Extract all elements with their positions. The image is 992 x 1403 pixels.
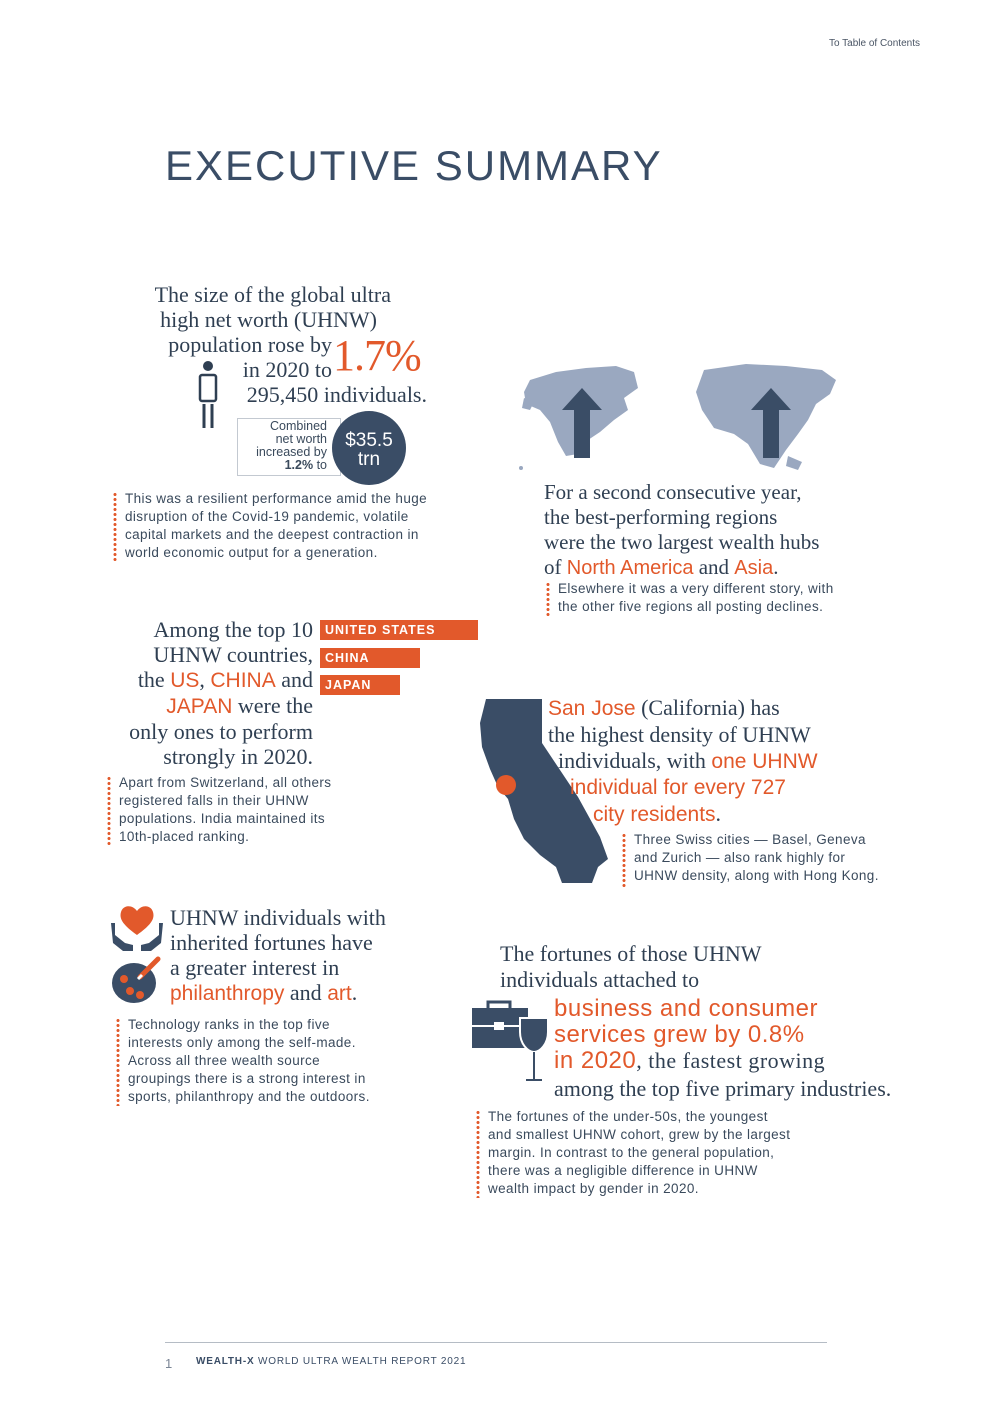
bar-united-states: UNITED STATES xyxy=(320,620,478,640)
uhnw-population-heading: The size of the global ultra high net worth (UHNW) population rose by in 2020 to 295,450 individuals. xyxy=(154,282,427,407)
block4-body: Three Swiss cities — Basel, Geneva and Zurich — also rank highly for UHNW density, along with Hong Kong. xyxy=(634,832,879,883)
asia-highlight: Asia xyxy=(734,557,774,579)
block5-body: Technology ranks in the top five interests only among the self-made. Across all three wealth source groupings there is a strong interest in sports, philanthropy and the outdoors. xyxy=(128,1017,370,1104)
table-of-contents-link[interactable]: To Table of Contents xyxy=(829,38,920,49)
block6-body: The fortunes of the under-50s, the youngest and smallest UHNW cohort, grew by the largest margin. In contrast to the general population, there was a negligible difference in UHNW wealth impact by gender in 2020. xyxy=(488,1109,791,1196)
badge-value: $35.5 xyxy=(345,430,393,451)
business-highlight: business and consumer services grew by 0.8% in 2020, the fastest growing xyxy=(554,995,826,1074)
net-worth-pct: 1.2% xyxy=(284,458,314,472)
art-highlight: art xyxy=(327,982,352,1005)
japan-highlight: JAPAN xyxy=(166,695,233,718)
countries-heading: Among the top 10 UHNW countries, the US, CHINA and JAPAN were the only ones to perform strongly in 2020. xyxy=(129,617,313,769)
population-growth-figure: 1.7% xyxy=(333,331,421,380)
footer-report-title: WEALTH-X WORLD ULTRA WEALTH REPORT 2021 xyxy=(196,1356,467,1367)
china-highlight: CHINA xyxy=(210,669,276,692)
san-jose-heading: San Jose (California) has the highest density of UHNW individuals, with one UHNW individual for every 727 city residents. xyxy=(548,695,818,826)
heart-hands-icon xyxy=(109,901,165,953)
density-highlight-1: one UHNW xyxy=(711,750,818,773)
world-map-icon xyxy=(516,358,842,478)
dotted-rule xyxy=(107,776,111,846)
regions-heading: For a second consecutive year, the best-performing regions were the two largest wealth hubs of North America and Asia. xyxy=(544,480,820,579)
philanthropy-heading: UHNW individuals with inherited fortunes have a greater interest in philanthropy and art. xyxy=(170,905,386,1005)
net-worth-label: Combined net worth increased by 1.2% to xyxy=(256,419,327,472)
bar-china: CHINA xyxy=(320,648,420,668)
art-palette-icon xyxy=(110,955,164,1005)
bar-japan: JAPAN xyxy=(320,675,400,695)
net-worth-badge xyxy=(332,411,406,485)
dotted-rule xyxy=(546,582,550,616)
block3-body: Apart from Switzerland, all others registered falls in their UHNW populations. India maintained its 10th-placed ranking. xyxy=(119,775,332,844)
footer-divider xyxy=(165,1342,827,1343)
page-number: 1 xyxy=(165,1356,173,1371)
block1-body: This was a resilient performance amid the huge disruption of the Covid-19 pandemic, volatile capital markets and the deepest contraction in world economic output for a generation. xyxy=(125,491,428,560)
us-highlight: US xyxy=(170,669,200,692)
business-heading: The fortunes of those UHNW individuals attached to xyxy=(500,941,762,992)
dotted-rule xyxy=(113,492,117,562)
density-highlight-3: city residents xyxy=(593,803,716,826)
business-heading-end: among the top five primary industries. xyxy=(554,1076,892,1101)
north-america-highlight: North America xyxy=(566,557,694,579)
dotted-rule xyxy=(116,1018,120,1106)
badge-unit: trn xyxy=(357,449,381,470)
briefcase-wineglass-icon xyxy=(470,1000,552,1086)
density-highlight-2: individual for every 727 xyxy=(570,776,786,799)
dotted-rule xyxy=(476,1110,480,1198)
page-title: EXECUTIVE SUMMARY xyxy=(165,142,663,189)
footer-brand: WEALTH-X xyxy=(196,1356,255,1367)
philanthropy-highlight: philanthropy xyxy=(170,982,285,1005)
dotted-rule xyxy=(622,833,626,887)
person-icon xyxy=(196,358,220,430)
san-jose-highlight: San Jose xyxy=(548,697,636,720)
block2-body: Elsewhere it was a very different story, with the other five regions all posting declines. xyxy=(558,581,834,614)
